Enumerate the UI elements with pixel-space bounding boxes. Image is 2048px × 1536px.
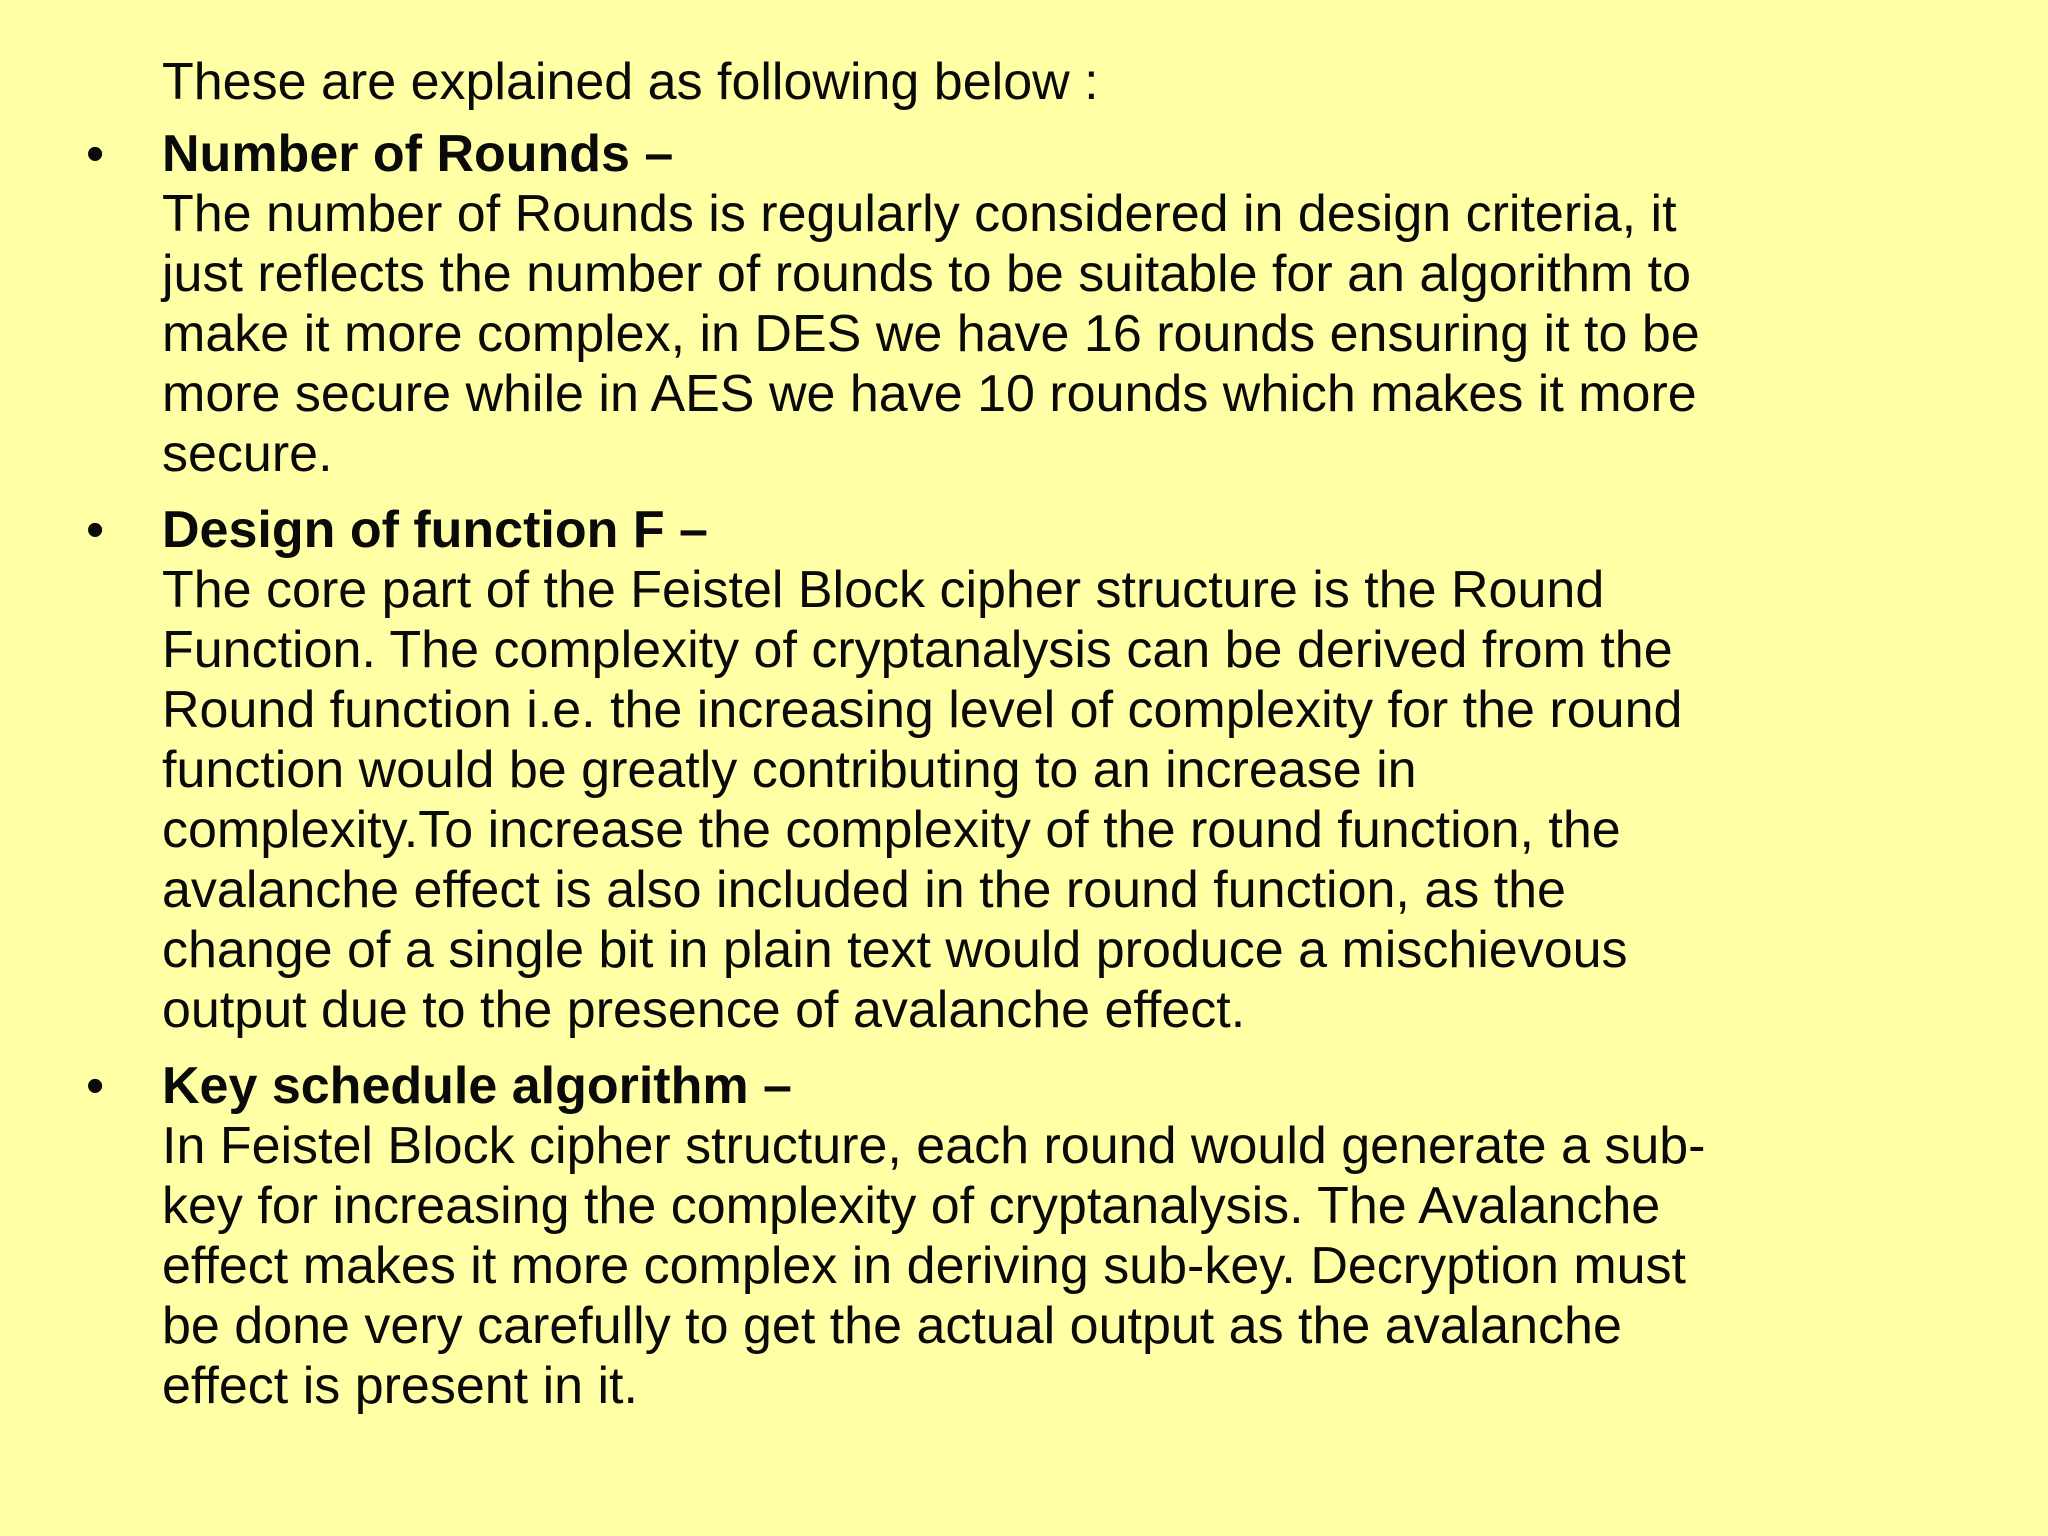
body-line: more secure while in AES we have 10 rounds which makes it more [162,365,1697,423]
bullet-body [162,184,2048,484]
body-line: Round function i.e. the increasing level of complexity for the round [162,681,1683,739]
body-line: complexity.To increase the complexity of the round function, the [162,801,1621,859]
body-line: key for increasing the complexity of cryptanalysis. The Avalanche [162,1177,1661,1235]
body-line: change of a single bit in plain text would produce a mischievous [162,921,1628,979]
intro-text: These are explained as following below : [162,53,1099,111]
body-line: The number of Rounds is regularly considered in design criteria, it [162,185,1677,243]
body-line: Function. The complexity of cryptanalysis can be derived from the [162,621,1673,679]
bullet-item-number-of-rounds [0,124,2048,484]
body-line: avalanche effect is also included in the round function, as the [162,861,1566,919]
body-line: function would be greatly contributing to an increase in [162,741,1417,799]
bullet-title: Key schedule algorithm – [162,1057,792,1115]
bullet-item-design-of-function-f [0,500,2048,1040]
body-line: effect is present in it. [162,1357,638,1415]
body-line: effect makes it more complex in deriving sub-key. Decryption must [162,1237,1686,1295]
bullet-body [162,1116,2048,1416]
bullet-title: Number of Rounds – [162,125,674,183]
body-line: secure. [162,425,333,483]
bullet-title: Design of function F – [162,501,708,559]
body-line: be done very carefully to get the actual output as the avalanche [162,1297,1622,1355]
bullet-dot-icon: • [86,125,105,183]
bullet-list [0,124,2048,1416]
bullet-dot-icon: • [86,1057,105,1115]
body-line: The core part of the Feistel Block cipher structure is the Round [162,561,1605,619]
body-line: just reflects the number of rounds to be suitable for an algorithm to [162,245,1692,303]
bullet-dot-icon: • [86,501,105,559]
body-line: output due to the presence of avalanche effect. [162,981,1246,1039]
body-line: make it more complex, in DES we have 16 rounds ensuring it to be [162,305,1700,363]
bullet-item-key-schedule-algorithm [0,1056,2048,1416]
bullet-body [162,560,2048,1040]
body-line: In Feistel Block cipher structure, each round would generate a sub- [162,1117,1706,1175]
